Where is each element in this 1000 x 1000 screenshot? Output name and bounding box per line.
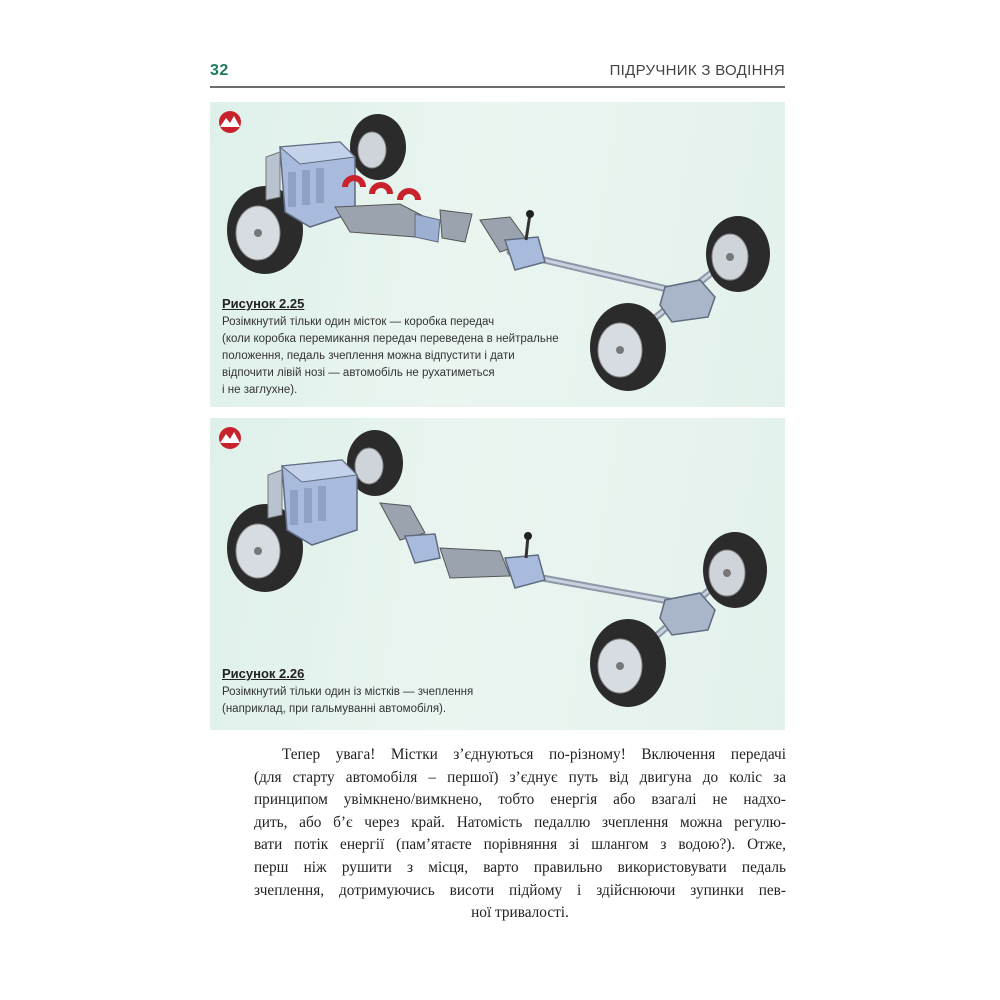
- caption-line: Розімкнутий тільки один місток — коробка передач: [222, 316, 495, 328]
- figure-title: Рисунок 2.26: [222, 666, 305, 681]
- caption-line: (коли коробка перемикання передач переведена в нейтральне: [222, 333, 559, 345]
- page-number: 32: [210, 62, 229, 79]
- figure-title: Рисунок 2.25: [222, 296, 305, 311]
- clutch-link: [380, 503, 440, 563]
- publisher-logo-icon: [216, 426, 244, 450]
- caption-line: положення, педаль зчеплення можна відпустити і дати: [222, 350, 515, 362]
- body-line: (для старту автомобіля – першої) з’єднує путь від двигуна до коліс за: [254, 768, 786, 786]
- rear-right-wheel: [703, 532, 767, 608]
- figure-caption: [222, 665, 473, 718]
- body-line: дить, або б’є через край. Натомість педаллю зчеплення можна регулю-: [254, 813, 786, 831]
- front-right-wheel: [350, 114, 406, 180]
- rear-differential: [660, 593, 715, 635]
- figure-2-26: [210, 418, 785, 730]
- body-line: Тепер увага! Містки з’єднуються по-різному! Включення передачі: [282, 746, 786, 763]
- body-line: перш ніж рушити з місця, варто правильно використовувати педаль: [254, 858, 786, 876]
- magnet-icon: [345, 178, 418, 200]
- clutch-link: [335, 204, 472, 242]
- caption-line: відпочити лівій нозі — автомобіль не рухатиметься: [222, 367, 495, 379]
- rear-differential: [660, 280, 715, 322]
- book-title: ПІДРУЧНИК З ВОДІННЯ: [609, 62, 785, 79]
- figure-caption: [222, 295, 559, 399]
- body-line: зчеплення, дотримуючись висоти підйому і здійснюючи зупинки пев-: [254, 881, 786, 899]
- body-line: ної тривалості.: [471, 904, 569, 922]
- gearbox-link: [480, 210, 545, 270]
- caption-line: (наприклад, при гальмуванні автомобіля).: [222, 703, 447, 715]
- rear-left-wheel: [590, 303, 666, 391]
- caption-line: Розімкнутий тільки один із містків — зчеплення: [222, 686, 474, 698]
- gearbox-link: [440, 532, 545, 588]
- caption-line: і не заглухне).: [222, 384, 298, 396]
- figure-2-25: [210, 102, 785, 407]
- publisher-logo-icon: [216, 110, 244, 134]
- rear-right-wheel: [706, 216, 770, 292]
- page-header: [210, 60, 785, 88]
- body-paragraph: [254, 744, 786, 925]
- body-line: принципом увімкнено/вимкнено, тобто енергія або взагалі не надхо-: [254, 791, 786, 809]
- body-line: вати потік енергії (пам’ятаєте порівняння зі шлангом з водою?). Отже,: [254, 836, 786, 854]
- rear-left-wheel: [590, 619, 666, 707]
